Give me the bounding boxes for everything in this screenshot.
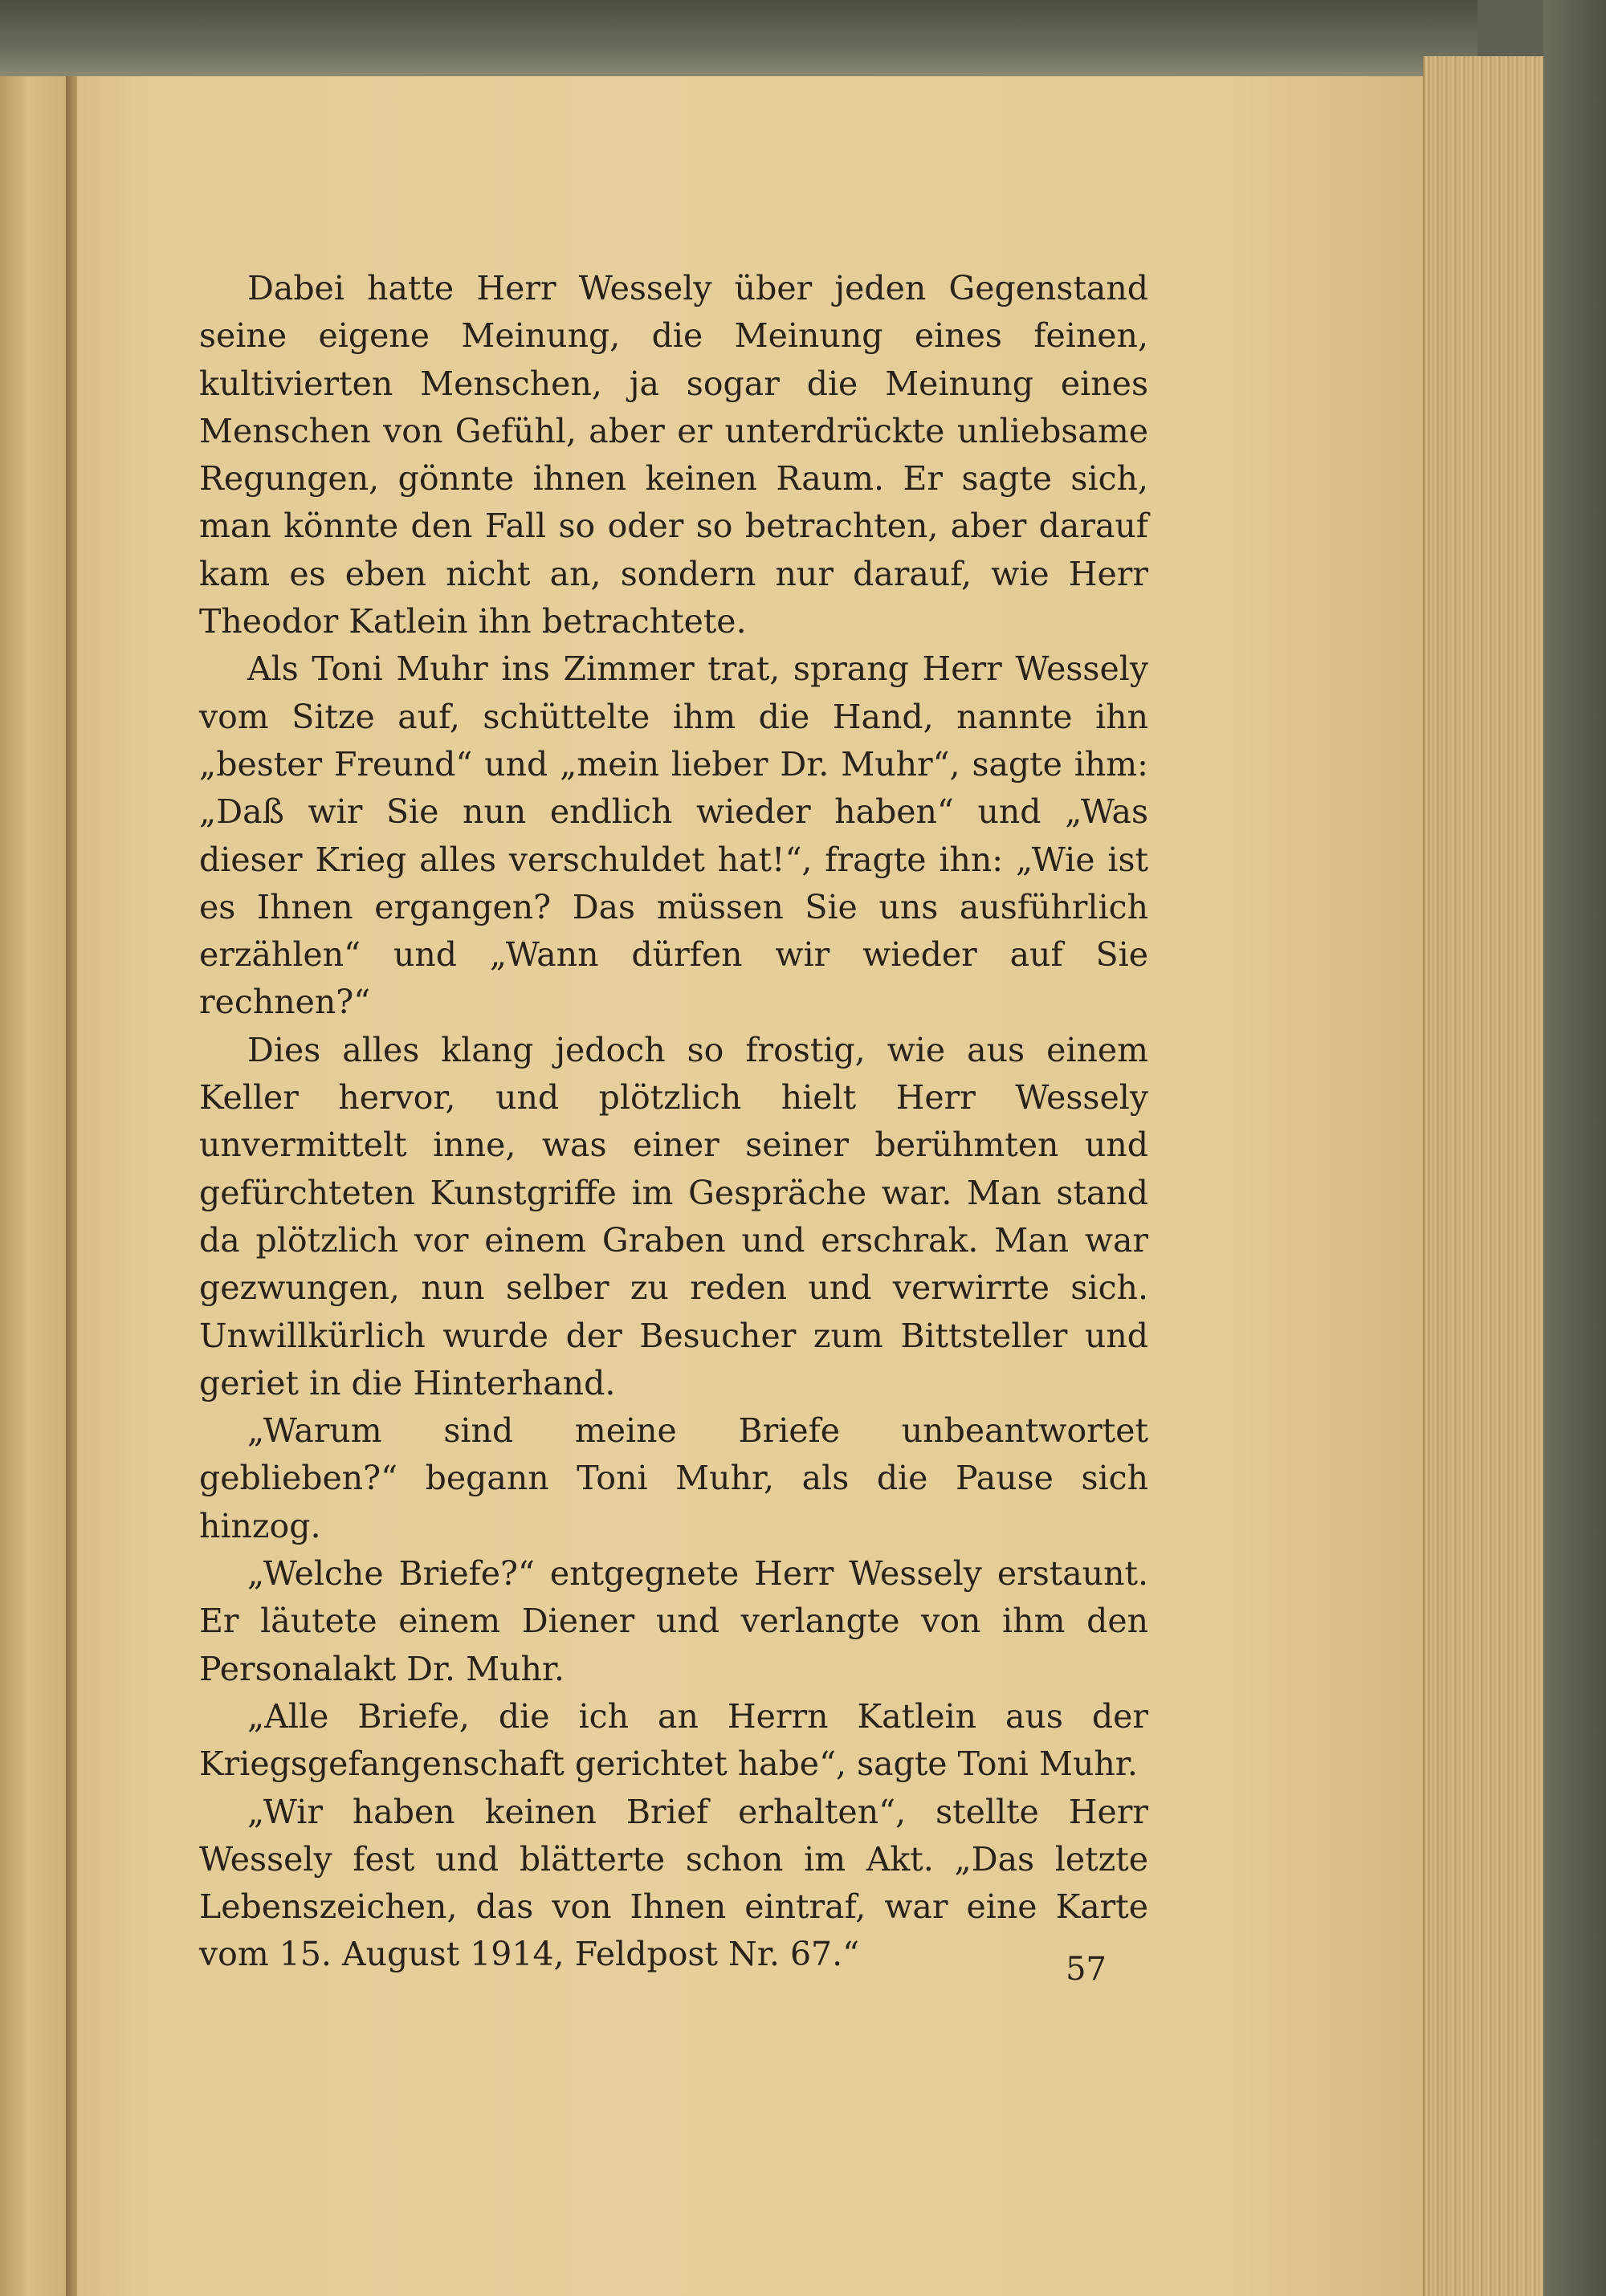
page-number: 57 <box>1066 1951 1107 1988</box>
paragraph: „Alle Briefe, die ich an Herrn Katlein aus der Kriegsgefangenschaft gerichtet habe“, sagte Toni Muhr. <box>199 1696 1148 1784</box>
paragraph: Dabei hatte Herr Wessely über jeden Gegenstand seine eigene Meinung, die Meinung eines feinen, kultivierten Menschen, ja sogar die Meinung eines Menschen von Gefühl, aber er unterdrückte unliebsame Regungen, gönnte ihnen keinen Raum. Er sagte sich, man könnte den Fall so oder so betrachten, aber darauf kam es eben nicht an, sondern nur darauf, wie Herr Theodor Katlein ihn betrachtete. <box>199 269 1148 641</box>
paragraph: Als Toni Muhr ins Zimmer trat, sprang Herr Wessely vom Sitze auf, schüttelte ihm die Hand, nannte ihn „bester Freund“ und „mein lieber Dr. Muhr“, sagte ihm: „Daß wir Sie nun endlich wieder haben“ und „Was dieser Krieg alles verschuldet hat!“, fragte ihn: „Wie ist es Ihnen ergangen? Das müssen Sie uns ausführlich erzählen“ und „Wann dürfen wir wieder auf Sie rechnen?“ <box>199 649 1148 1022</box>
book-binding <box>0 0 1478 76</box>
body-text <box>199 265 1148 1979</box>
paragraph: „Wir haben keinen Brief erhalten“, stellte Herr Wessely fest und blätterte schon im Akt. „Das letzte Lebenszeichen, das von Ihnen eintraf, war eine Karte vom 15. August 1914, Feldpost Nr. 67.“ <box>199 1792 1148 1974</box>
paragraph: „Welche Briefe?“ entgegnete Herr Wessely erstaunt. Er läutete einem Diener und verlangte von ihm den Personalakt Dr. Muhr. <box>199 1554 1148 1688</box>
left-page-edge <box>0 76 67 2296</box>
paragraph: „Warum sind meine Briefe unbeantwortet geblieben?“ begann Toni Muhr, als die Pause sich hinzog. <box>199 1411 1148 1545</box>
page-gutter <box>66 76 77 2296</box>
paragraph: Dies alles klang jedoch so frostig, wie aus einem Keller hervor, und plötzlich hielt Herr Wessely unvermittelt inne, was einer seiner berühmten und gefürchteten Kunstgriffe im Gespräche war. Man stand da plötzlich vor einem Graben und erschrak. Man war gezwungen, nun selber zu reden und verwirrte sich. Unwillkürlich wurde der Besucher zum Bittsteller und geriet in die Hinterhand. <box>199 1030 1148 1402</box>
page-stack-edges <box>1423 56 1545 2296</box>
book-cover <box>1543 0 1606 2296</box>
